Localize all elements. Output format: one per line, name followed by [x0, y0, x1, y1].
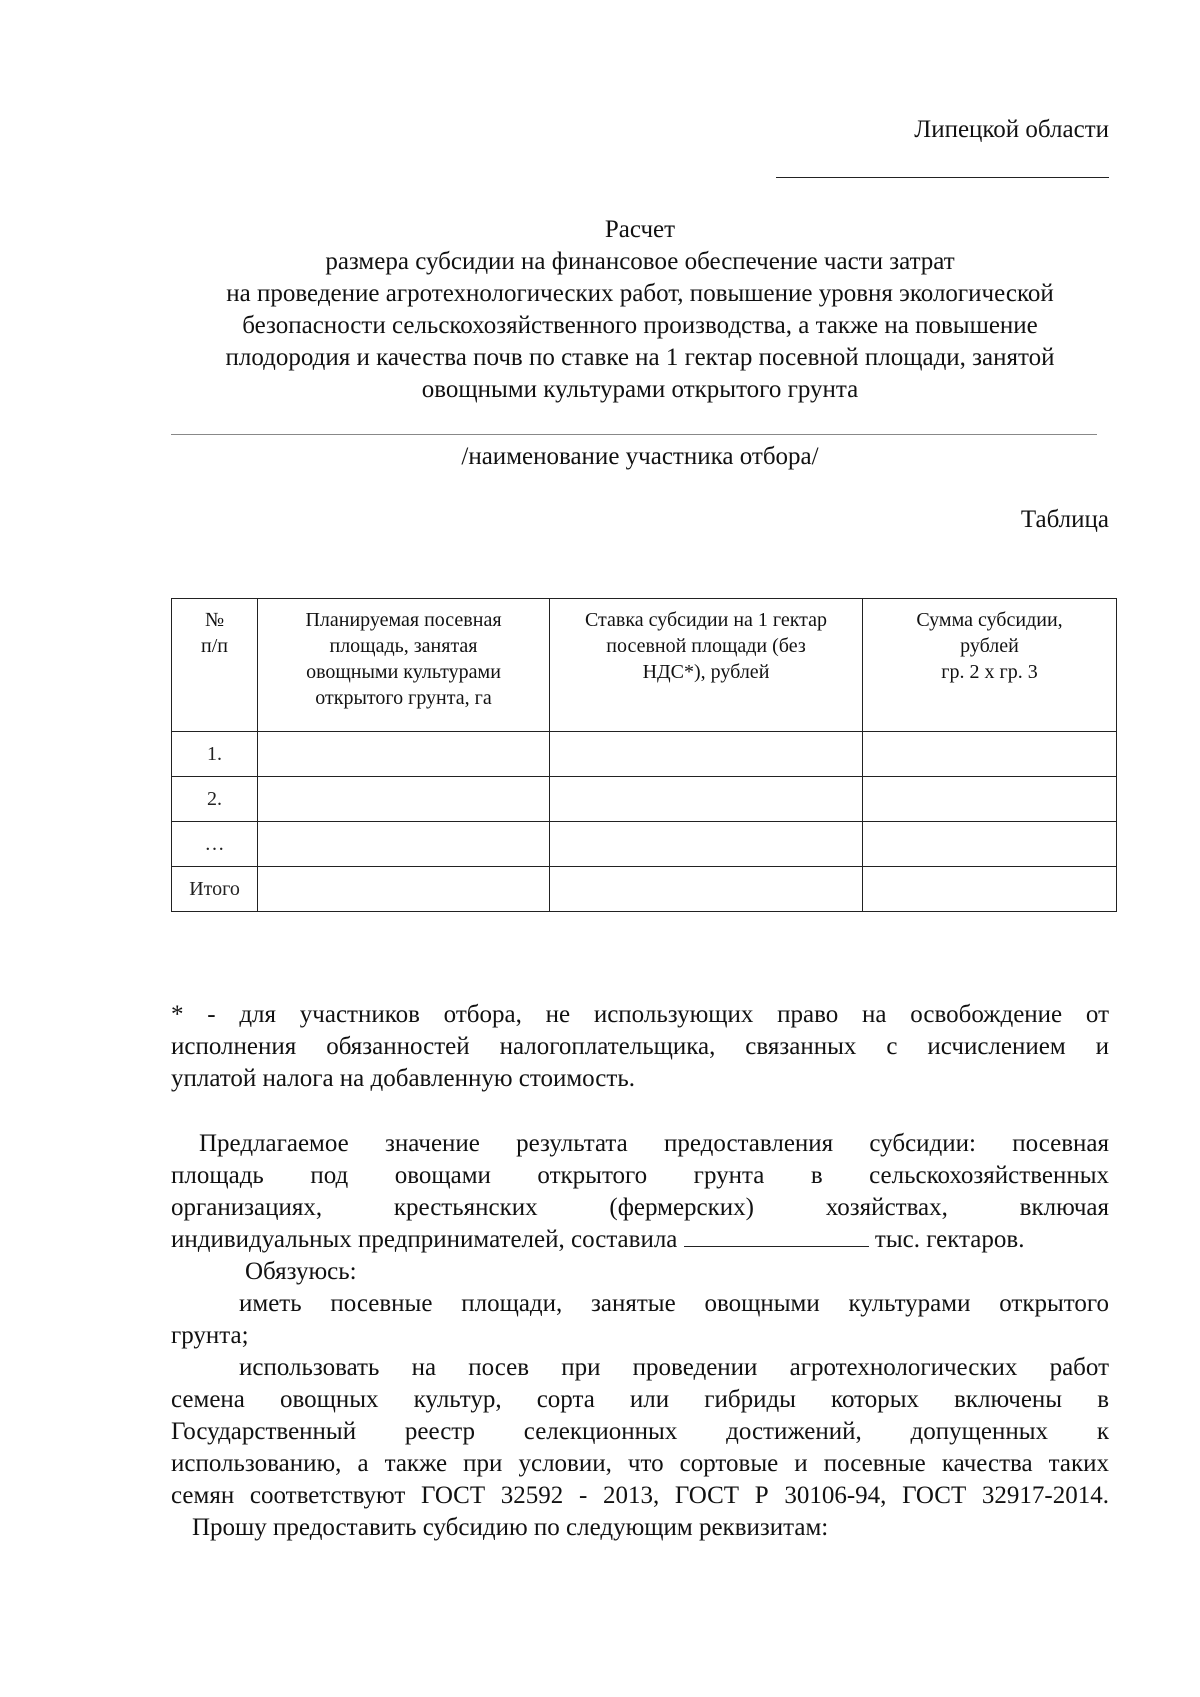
- row-area-cell[interactable]: [258, 732, 550, 777]
- table-row: [172, 732, 1117, 777]
- request-line: Прошу предоставить субсидию по следующим реквизитам:: [192, 1514, 829, 1541]
- participant-line: [171, 434, 1097, 435]
- table-header-row: [172, 599, 1117, 732]
- table-total-row: [172, 867, 1117, 912]
- row-num: …: [172, 822, 258, 867]
- row-rate-cell[interactable]: [550, 777, 863, 822]
- header-area-line-1: Планируемая посевная: [305, 609, 502, 631]
- header-num-line-2: п/п: [201, 635, 228, 657]
- row-sum-cell[interactable]: [863, 867, 1117, 912]
- region-underline: [776, 177, 1109, 178]
- footnote-line-3: уплатой налога на добавленную стоимость.: [171, 1065, 635, 1092]
- header-area-line-4: открытого грунта, га: [315, 687, 492, 709]
- footnote-line-2: исполнения обязанностей налогоплательщика, связанных с исчислением и: [171, 1033, 1109, 1060]
- header-area-line-3: овощными культурами: [306, 661, 501, 683]
- obligation-item2-line-5: семян соответствуют ГОСТ 32592 - 2013, ГОСТ Р 30106-94, ГОСТ 32917-2014.: [171, 1482, 1109, 1509]
- result-line-3: организациях, крестьянских (фермерских) хозяйствах, включая: [171, 1194, 1109, 1221]
- title-heading: Расчет: [604, 216, 676, 243]
- title-line-1: размера субсидии на финансовое обеспечение части затрат: [325, 248, 955, 275]
- title-line-4: плодородия и качества почв по ставке на 1 гектар посевной площади, занятой: [225, 344, 1055, 371]
- header-rate: [550, 599, 863, 732]
- obligation-item2-line-4: использованию, а также при условии, что сортовые и посевные качества таких: [171, 1450, 1109, 1477]
- table-label: Таблица: [1020, 506, 1109, 533]
- participant-caption: /наименование участника отбора/: [461, 443, 819, 470]
- row-area-cell[interactable]: [258, 777, 550, 822]
- result-prefix: индивидуальных предпринимателей, составила: [171, 1226, 678, 1253]
- result-line-1: Предлагаемое значение результата предоставления субсидии: посевная: [199, 1130, 1109, 1157]
- header-num: [172, 599, 258, 732]
- row-sum-cell[interactable]: [863, 732, 1117, 777]
- footnote-line-1: * - для участников отбора, не использующих право на освобождение от: [171, 1001, 1109, 1028]
- header-area-line-2: площадь, занятая: [329, 635, 478, 657]
- row-area-cell[interactable]: [258, 867, 550, 912]
- result-paragraph: [171, 1128, 1109, 1544]
- footnote: [171, 999, 1109, 1095]
- table-row: [172, 822, 1117, 867]
- header-area: [258, 599, 550, 732]
- header-rate-line-1: Ставка субсидии на 1 гектар: [584, 609, 828, 631]
- title-line-5: овощными культурами открытого грунта: [421, 376, 859, 403]
- area-blank-field[interactable]: [684, 1224, 869, 1247]
- row-total-label: Итого: [172, 867, 258, 912]
- row-rate-cell[interactable]: [550, 732, 863, 777]
- obligation-heading: Обязуюсь:: [245, 1258, 357, 1285]
- title-line-3: безопасности сельскохозяйственного производства, а также на повышение: [242, 312, 1038, 339]
- obligation-item1-line-2: грунта;: [171, 1322, 249, 1349]
- result-suffix: тыс. гектаров.: [874, 1226, 1025, 1253]
- subsidy-table: [171, 598, 1117, 912]
- header-rate-line-3: НДС*), рублей: [642, 661, 770, 683]
- result-line-4: [171, 1224, 1109, 1256]
- row-num: 2.: [172, 777, 258, 822]
- region-label: Липецкой области: [914, 116, 1109, 143]
- title-line-2: на проведение агротехнологических работ, повышение уровня экологической: [226, 280, 1054, 307]
- row-rate-cell[interactable]: [550, 822, 863, 867]
- obligation-item2-line-3: Государственный реестр селекционных достижений, допущенных к: [171, 1418, 1109, 1445]
- header-sum: [863, 599, 1117, 732]
- obligation-item2-line-1: использовать на посев при проведении агротехнологических работ: [239, 1354, 1109, 1381]
- table-row: [172, 777, 1117, 822]
- row-area-cell[interactable]: [258, 822, 550, 867]
- row-sum-cell[interactable]: [863, 777, 1117, 822]
- row-num: 1.: [172, 732, 258, 777]
- header-rate-line-2: посевной площади (без: [606, 635, 806, 657]
- header-sum-line-3: гр. 2 х гр. 3: [941, 661, 1038, 683]
- result-line-2: площадь под овощами открытого грунта в сельскохозяйственных: [171, 1162, 1109, 1189]
- header-sum-line-2: рублей: [960, 635, 1019, 657]
- header-num-line-1: №: [204, 609, 225, 631]
- row-rate-cell[interactable]: [550, 867, 863, 912]
- obligation-item1-line-1: иметь посевные площади, занятые овощными культурами открытого: [239, 1290, 1109, 1317]
- header-sum-line-1: Сумма субсидии,: [916, 609, 1063, 631]
- obligation-item2-line-2: семена овощных культур, сорта или гибриды которых включены в: [171, 1386, 1109, 1413]
- row-sum-cell[interactable]: [863, 822, 1117, 867]
